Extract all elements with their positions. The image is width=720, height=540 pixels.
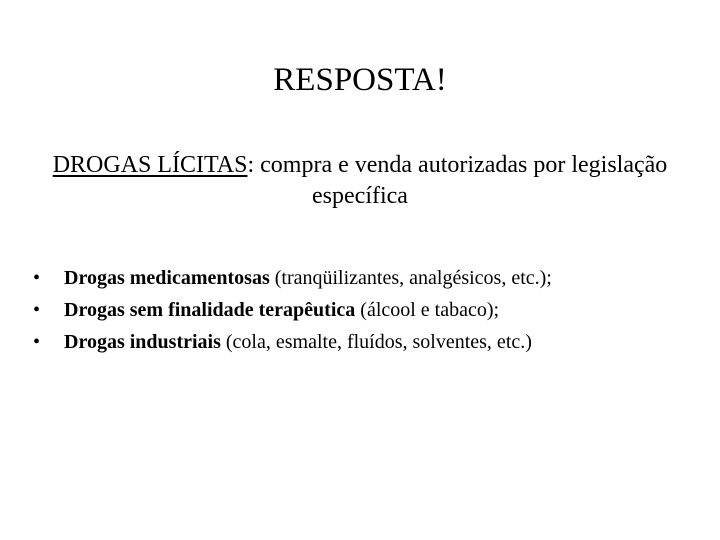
bullet-list [33,262,703,358]
definition-term: DROGAS LÍCITAS [52,152,248,178]
list-item-text: (álcool e tabaco); [355,299,500,321]
list-item-text: (tranqüilizantes, analgésicos, etc.); [269,267,552,289]
list-item [33,326,703,358]
list-item [33,294,703,326]
bullet-icon: • [33,299,41,321]
list-item-text: (cola, esmalte, fluídos, solventes, etc.) [220,331,532,353]
list-item-bold: Drogas industriais [64,331,221,353]
list-item-bold: Drogas medicamentosas [64,267,270,289]
slide-title: RESPOSTA! [273,62,447,98]
definition-paragraph [40,150,680,212]
list-item-bold: Drogas sem finalidade terapêutica [64,299,356,321]
bullet-icon: • [33,267,41,289]
bullet-icon: • [33,331,41,353]
list-item [33,262,703,294]
definition-text: : compra e venda autorizadas por legislação específica [247,152,668,209]
